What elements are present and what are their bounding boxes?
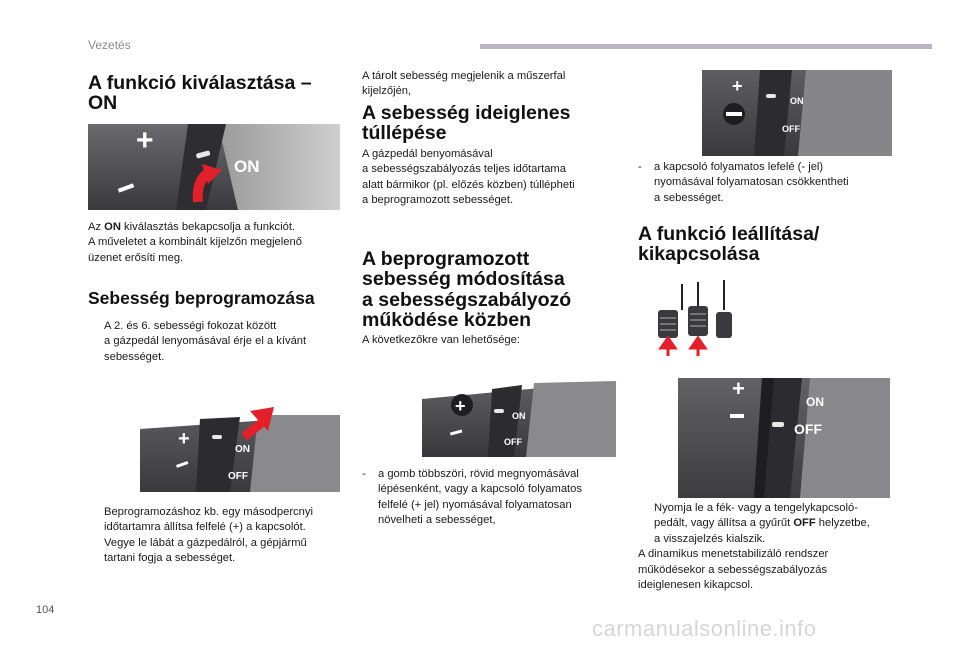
section-title: Vezetés — [88, 38, 131, 52]
heading-function-stop: A funkció leállítása/ kikapcsolása — [638, 223, 820, 266]
svg-text:+: + — [732, 76, 743, 96]
stop-description: Nyomja le a fék- vagy a tengelykapcsoló- pedált, vagy állítsa a gyűrűt OFF helyzetbe, a visszajelzés kialszik. A dinamikus menetstabilizáló rendszer működésekor a sebességszabályozás ideiglenesen kikapcsol. — [638, 502, 870, 592]
on-label: ON — [234, 157, 260, 176]
stalk-plus-image — [140, 407, 340, 492]
heading-function-on: A funkció kiválasztása – ON — [88, 72, 312, 115]
bullet-icon — [88, 536, 104, 551]
header-bar — [480, 44, 932, 49]
heading-temporary-exceed: A sebesség ideiglenes túllépése — [362, 102, 571, 145]
pedals-icon — [652, 280, 742, 358]
svg-text:ON: ON — [235, 444, 250, 455]
svg-text:ON: ON — [512, 411, 526, 421]
stalk-off-ring-image — [678, 378, 890, 498]
stalk-on-image — [88, 124, 340, 210]
svg-text:OFF: OFF — [794, 421, 822, 437]
page-number: 104 — [36, 604, 55, 616]
svg-text:ON: ON — [806, 395, 824, 409]
svg-text:OFF: OFF — [504, 437, 522, 447]
svg-text:ON: ON — [790, 96, 804, 106]
svg-text:+: + — [455, 396, 466, 416]
increase-speed-item: - a gomb többszöri, rövid megnyomásával lépésenként, vagy a kapcsoló folyamatos felfelé (+ jel) nyomásával folyamatosan növelheti a sebességet, — [362, 468, 582, 527]
exceed-description: A gázpedál benyomásával a sebességszabályozás teljes időtartama alatt bármikor (pl. előzés közben) túllépheti a beprogramozott sebességet. — [362, 148, 575, 207]
bullet-icon — [88, 319, 104, 334]
svg-text:+: + — [732, 378, 745, 401]
stalk-plus-button-image — [422, 381, 616, 457]
svg-text:OFF: OFF — [782, 124, 800, 134]
stored-speed-note: A tárolt sebesség megjelenik a műszerfal kijelzőjén, — [362, 70, 566, 98]
bullet-icon — [88, 505, 104, 520]
bullets-program: Beprogramozáshoz kb. egy másodpercnyi időtartamra állítsa felfelé (+) a kapcsolót. Vegye le lábát a gázpedálról, a gépjármű tartani fogja a sebességet. — [88, 505, 344, 567]
bullet-accelerate: A 2. és 6. sebességi fokozat között a gázpedál lenyomásával érje el a kívánt sebességet. — [88, 319, 344, 365]
svg-text:+: + — [136, 124, 154, 157]
bullet-icon — [638, 501, 654, 516]
heading-modify-speed: A beprogramozott sebesség módosítása a sebességszabályozó működése közben — [362, 248, 572, 332]
on-description: Az ON kiválasztás bekapcsolja a funkciót. A műveletet a kombinált kijelzőn megjelenő üzenet erősíti meg. — [88, 221, 302, 264]
stalk-minus-image — [702, 70, 892, 156]
svg-text:+: + — [178, 428, 190, 450]
watermark: carmanualsonline.info — [592, 616, 817, 641]
decrease-speed-item: - a kapcsoló folyamatos lefelé (- jel) nyomásával folyamatosan csökkentheti a sebességet. — [638, 161, 849, 204]
modify-intro: A következőkre van lehetősége: — [362, 334, 520, 346]
heading-speed-programming: Sebesség beprogramozása — [88, 288, 315, 308]
svg-text:OFF: OFF — [228, 471, 248, 482]
